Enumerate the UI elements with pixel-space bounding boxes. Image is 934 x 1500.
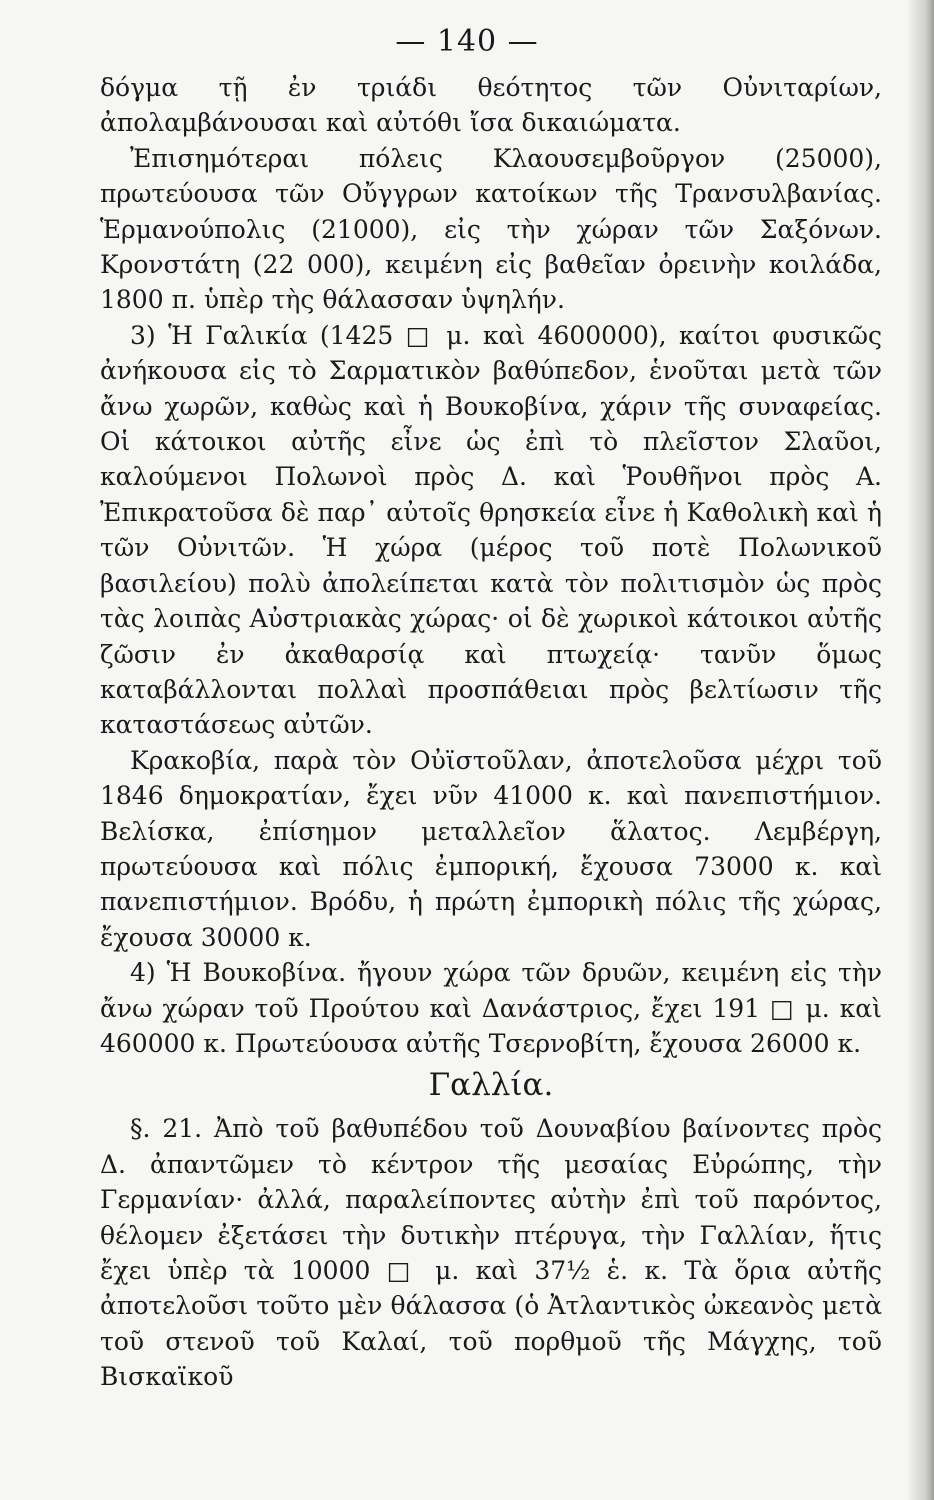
page-number: — 140 — (395, 24, 539, 59)
paragraph-galicia: 3) Ἡ Γαλικία (1425 □ μ. καὶ 4600000), καίτοι φυσικῶς ἀνήκουσα εἰς τὸ Σαρματικὸν βαθύπεδον, ἑνοῦται μετὰ τῶν ἄνω χωρῶν, καθὼς καὶ ἡ Βουκοβίνα, χάριν τῆς συναφείας. Οἱ κάτοικοι αὐτῆς εἶνε ὡς ἐπὶ τὸ πλεῖστον Σλαῦοι, καλούμενοι Πολωνοὶ πρὸς Δ. καὶ Ῥουθῆνοι πρὸς Α. Ἐπικρατοῦσα δὲ παρ᾽ αὐτοῖς θρησκεία εἶνε ἡ Καθολικὴ καὶ ἡ τῶν Οὐνιτῶν. Ἡ χώρα (μέρος τοῦ ποτὲ Πολωνικοῦ βασιλείου) πολὺ ἀπολείπεται κατὰ τὸν πολιτισμὸν ὡς πρὸς τὰς λοιπὰς Αὐστριακὰς χώρας· οἱ δὲ χωρικοὶ κάτοικοι αὐτῆς ζῶσιν ἐν ἀκαθαρσίᾳ καὶ πτωχείᾳ· τανῦν ὅμως καταβάλλονται πολλαὶ προσπάθειαι πρὸς βελτίωσιν τῆς καταστάσεως αὐτῶν. (100, 320, 882, 740)
paragraph-france-intro: §. 21. Ἀπὸ τοῦ βαθυπέδου τοῦ Δουναβίου βαίνοντες πρὸς Δ. ἀπαντῶμεν τὸ κέντρον τῆς μεσαίας Εὐρώπης, τὴν Γερμανίαν· ἀλλά, παραλείποντες αὐτὴν ἐπὶ τοῦ παρόντος, θέλομεν ἐξετάσει τὴν δυτικὴν πτέρυγα, τὴν Γαλλίαν, ἥτις ἔχει ὑπὲρ τὰ 10000 □ μ. καὶ 37½ ἑ. κ. Τὰ ὅρια αὐτῆς ἀποτελοῦσι τοῦτο μὲν θάλασσα (ὁ Ἀτλαντικὸς ὠκεανὸς μετὰ τοῦ στενοῦ τοῦ Καλαί, τοῦ πορθμοῦ τῆς Μάγχης, τοῦ Βισκαϊκοῦ (100, 1114, 882, 1392)
paragraph-bukovina: 4) Ἡ Βουκοβίνα. ἤγουν χώρα τῶν δρυῶν, κειμένη εἰς τὴν ἄνω χώραν τοῦ Προύτου καὶ Δανάστριος, ἔχει 191 □ μ. καὶ 460000 κ. Πρωτεύουσα αὐτῆς Τσερνοβίτη, ἔχουσα 26000 κ. (100, 958, 882, 1058)
page-edge-shadow (906, 0, 934, 1500)
paragraph-galicia-cities: Κρακοβία, παρὰ τὸν Οὐϊστοῦλαν, ἀποτελοῦσα μέχρι τοῦ 1846 δημοκρατίαν, ἔχει νῦν 41000 κ. καὶ πανεπιστήμιον. Βελίσκα, ἐπίσημον μεταλλεῖον ἅλατος. Λεμβέργη, πρωτεύουσα καὶ πόλις ἐμπορική, ἔχουσα 73000 κ. καὶ πανεπιστήμιον. Βρόδυ, ἡ πρώτη ἐμπορικὴ πόλις τῆς χώρας, ἔχουσα 30000 κ. (100, 745, 882, 952)
paragraph-transylvania-cities: Ἐπισημότεραι πόλεις Κλαουσεμβοῦργον (25000), πρωτεύουσα τῶν Οὔγγρων κατοίκων τῆς Τρανσυλβανίας. Ἑρμανούπολις (21000), εἰς τὴν χώραν τῶν Σαξόνων. Κρονστάτη (22 000), κειμένη εἰς βαθεῖαν ὀρεινὴν κοιλάδα, 1800 π. ὑπὲρ τὴς θάλασσαν ὑψηλήν. (100, 143, 882, 315)
section-heading-france: Γαλλία. (428, 1067, 554, 1104)
paragraph-doctrine: δόγμα τῇ ἐν τριάδι θεότητος τῶν Οὐνιταρίων, ἀπολαμβάνουσαι καὶ αὐτόθι ἴσα δικαιώματα. (100, 73, 882, 138)
body-text (100, 70, 882, 1395)
